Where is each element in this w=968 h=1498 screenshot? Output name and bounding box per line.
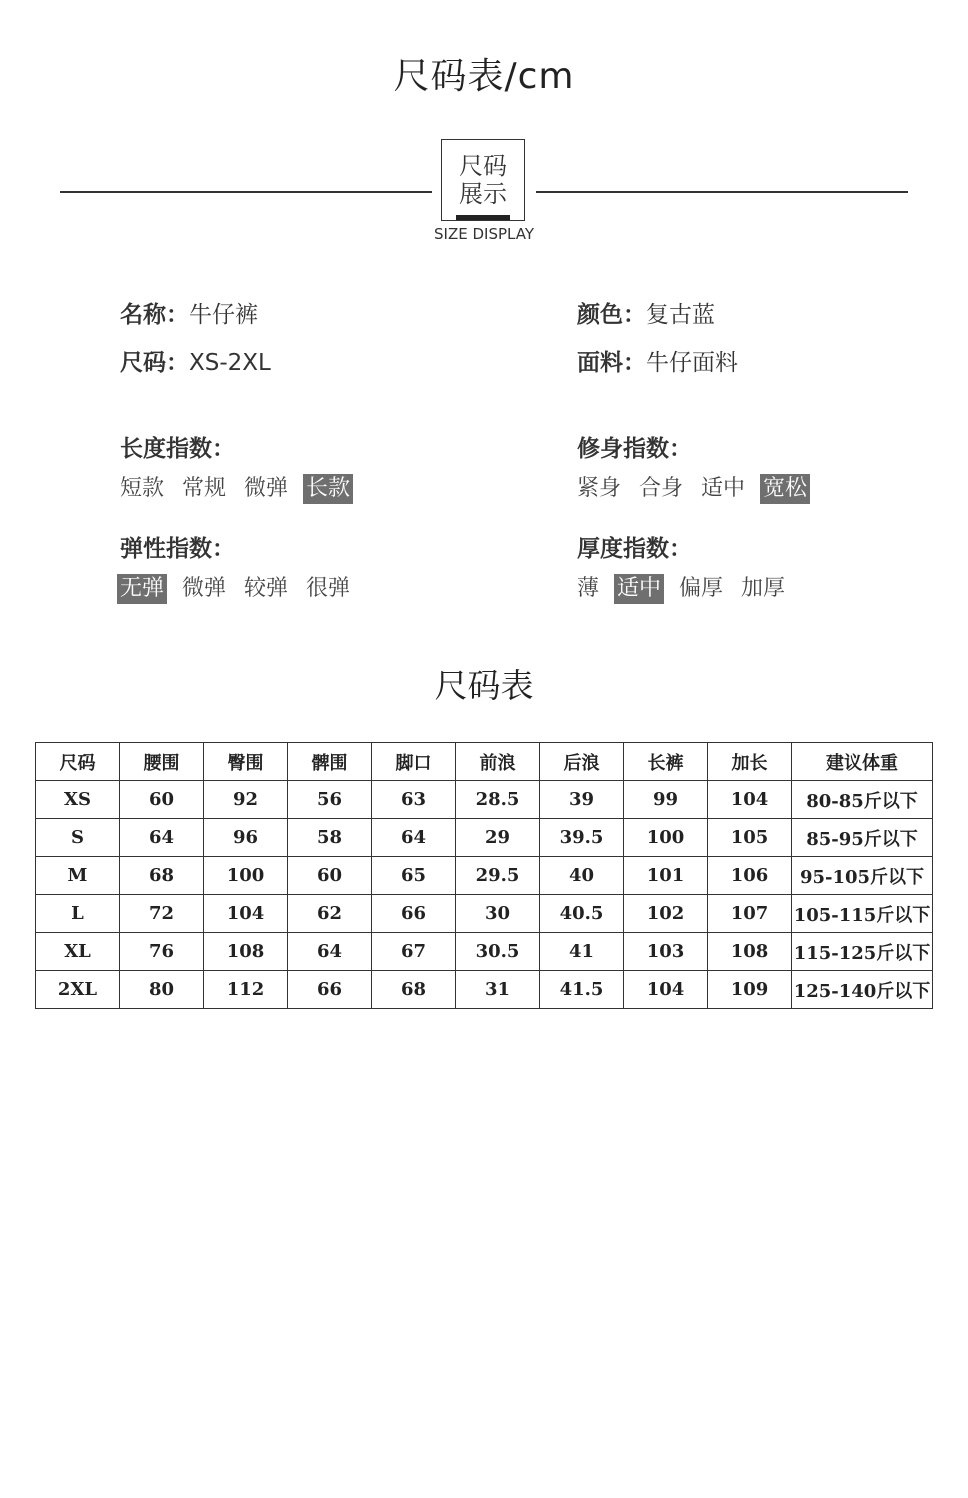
fit-index-label: 修身指数：: [577, 436, 692, 462]
table-cell: 125-140斤以下: [792, 971, 933, 1009]
info-fabric-value: 牛仔面料: [646, 350, 738, 376]
length-option: 微弹: [244, 476, 289, 501]
column-header: 建议体重: [792, 743, 933, 781]
table-cell: 80: [120, 971, 204, 1009]
info-color-value: 复古蓝: [646, 302, 715, 328]
fit-index-options: [574, 474, 822, 504]
badge-bar: [456, 215, 510, 220]
table-cell: M: [36, 857, 120, 895]
column-header: 尺码: [36, 743, 120, 781]
column-header: 后浪: [540, 743, 624, 781]
info-color: [577, 296, 715, 329]
table-cell: 40.5: [540, 895, 624, 933]
table-cell: 102: [624, 895, 708, 933]
table-cell: 104: [204, 895, 288, 933]
table-cell: XS: [36, 781, 120, 819]
thickness-index-options: [574, 574, 800, 604]
table-cell: 60: [288, 857, 372, 895]
elastic-option: 很弹: [306, 576, 351, 601]
table-cell: 105-115斤以下: [792, 895, 933, 933]
elastic-option: 微弹: [182, 576, 227, 601]
table-cell: L: [36, 895, 120, 933]
table-cell: 28.5: [456, 781, 540, 819]
table-cell: 62: [288, 895, 372, 933]
table-cell: 105: [708, 819, 792, 857]
table-cell: 95-105斤以下: [792, 857, 933, 895]
table-cell: 65: [372, 857, 456, 895]
table-cell: 64: [288, 933, 372, 971]
info-fabric: [577, 344, 738, 377]
table-cell: 29.5: [456, 857, 540, 895]
column-header: 加长: [708, 743, 792, 781]
table-cell: 67: [372, 933, 456, 971]
table-cell: 76: [120, 933, 204, 971]
size-display-caption: SIZE DISPLAY: [434, 225, 534, 243]
length-option: 常规: [182, 476, 227, 501]
table-cell: XL: [36, 933, 120, 971]
table-cell: 100: [204, 857, 288, 895]
table-cell: 2XL: [36, 971, 120, 1009]
thickness-option: 薄: [577, 576, 600, 601]
divider-left: [60, 191, 432, 193]
info-size-key: 尺码：: [120, 350, 189, 376]
table-cell: 64: [120, 819, 204, 857]
table-cell: 66: [288, 971, 372, 1009]
table-cell: 104: [624, 971, 708, 1009]
table-cell: 96: [204, 819, 288, 857]
column-header: 臀围: [204, 743, 288, 781]
table-cell: 85-95斤以下: [792, 819, 933, 857]
column-header: 脚口: [372, 743, 456, 781]
fit-option: 合身: [639, 476, 684, 501]
elastic-option: 无弹: [117, 574, 167, 604]
table-cell: 68: [372, 971, 456, 1009]
table-cell: 104: [708, 781, 792, 819]
table-cell: 109: [708, 971, 792, 1009]
table-cell: 103: [624, 933, 708, 971]
column-header: 髀围: [288, 743, 372, 781]
info-size-value: XS-2XL: [189, 350, 271, 376]
table-row: [36, 895, 933, 933]
table-cell: 108: [708, 933, 792, 971]
table-cell: 40: [540, 857, 624, 895]
table-cell: 99: [624, 781, 708, 819]
info-name-value: 牛仔裤: [189, 302, 258, 328]
length-option: 长款: [303, 474, 353, 504]
table-cell: 29: [456, 819, 540, 857]
table-cell: 60: [120, 781, 204, 819]
size-table-title: 尺码表: [434, 666, 534, 705]
info-name: [120, 296, 258, 329]
page-title: 尺码表/cm: [393, 56, 575, 97]
thickness-index-label: 厚度指数：: [577, 536, 692, 562]
table-cell: 106: [708, 857, 792, 895]
table-cell: 30.5: [456, 933, 540, 971]
elastic-option: 较弹: [244, 576, 289, 601]
size-display-badge: [441, 139, 525, 221]
table-cell: 66: [372, 895, 456, 933]
table-cell: 107: [708, 895, 792, 933]
table-row: [36, 971, 933, 1009]
fit-option: 宽松: [760, 474, 810, 504]
table-cell: 108: [204, 933, 288, 971]
table-header-row: [36, 743, 933, 781]
fit-option: 适中: [701, 476, 746, 501]
table-row: [36, 857, 933, 895]
table-cell: 31: [456, 971, 540, 1009]
length-index-label: 长度指数：: [120, 436, 235, 462]
table-cell: 64: [372, 819, 456, 857]
column-header: 长裤: [624, 743, 708, 781]
table-cell: 30: [456, 895, 540, 933]
badge-line1: 尺码: [459, 152, 507, 180]
badge-line2: 展示: [459, 180, 507, 208]
table-cell: 101: [624, 857, 708, 895]
elastic-index-options: [117, 574, 365, 604]
table-cell: 63: [372, 781, 456, 819]
fit-option: 紧身: [577, 476, 622, 501]
thickness-option: 加厚: [741, 576, 786, 601]
info-name-key: 名称：: [120, 302, 189, 328]
column-header: 前浪: [456, 743, 540, 781]
length-index-options: [117, 474, 365, 504]
info-fabric-key: 面料：: [577, 350, 646, 376]
table-cell: 41.5: [540, 971, 624, 1009]
table-cell: 115-125斤以下: [792, 933, 933, 971]
table-cell: 80-85斤以下: [792, 781, 933, 819]
length-option: 短款: [120, 476, 165, 501]
table-row: [36, 819, 933, 857]
column-header: 腰围: [120, 743, 204, 781]
thickness-option: 偏厚: [679, 576, 724, 601]
table-cell: 100: [624, 819, 708, 857]
size-table: [35, 742, 933, 1009]
table-cell: 68: [120, 857, 204, 895]
table-cell: 39: [540, 781, 624, 819]
elastic-index-label: 弹性指数：: [120, 536, 235, 562]
table-cell: 58: [288, 819, 372, 857]
table-cell: 92: [204, 781, 288, 819]
info-size: [120, 344, 271, 377]
table-cell: 41: [540, 933, 624, 971]
table-cell: 56: [288, 781, 372, 819]
table-cell: 39.5: [540, 819, 624, 857]
table-cell: S: [36, 819, 120, 857]
table-row: [36, 781, 933, 819]
thickness-option: 适中: [614, 574, 664, 604]
table-cell: 112: [204, 971, 288, 1009]
table-row: [36, 933, 933, 971]
divider-right: [536, 191, 908, 193]
table-cell: 72: [120, 895, 204, 933]
info-color-key: 颜色：: [577, 302, 646, 328]
